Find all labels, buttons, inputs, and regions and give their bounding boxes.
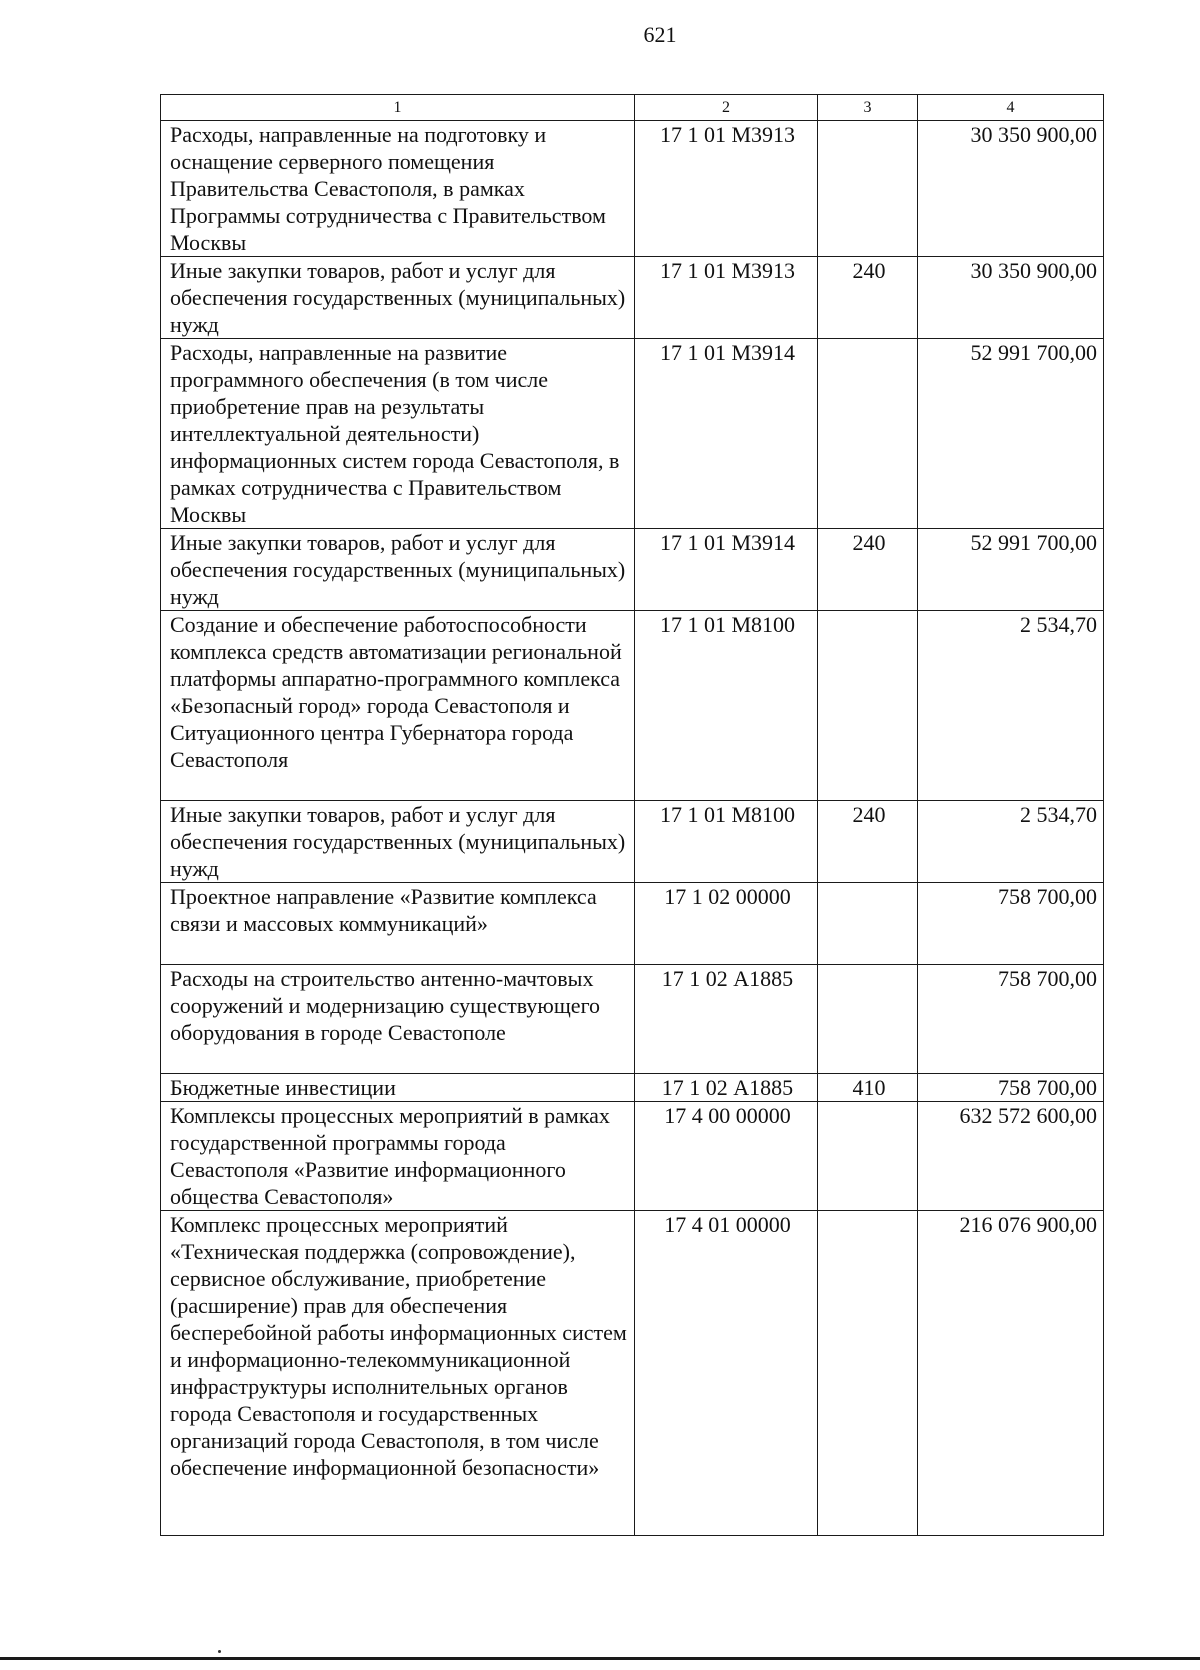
row-name: Создание и обеспечение работоспособности комплекса средств автоматизации региональной платформы аппаратно-программного комплекса «Безопасный город» города Севастополя и Ситуационного центра Губернатора города Севастополя bbox=[161, 611, 635, 801]
row-name: Иные закупки товаров, работ и услуг для обеспечения государственных (муниципальных) нужд bbox=[161, 257, 635, 339]
row-expense-type: 240 bbox=[818, 801, 918, 883]
row-code: 17 1 02 00000 bbox=[635, 883, 818, 965]
header-col-4: 4 bbox=[918, 95, 1104, 121]
row-name: Комплекс процессных мероприятий «Техническая поддержка (сопровождение), сервисное обслуживание, приобретение (расширение) прав для обеспечения бесперебойной работы информационных систем и информационно-телекоммуникационной инфраструктуры исполнительных органов города Севастополя и государственных организаций города Севастополя, в том числе обеспечение информационной безопасности» bbox=[161, 1211, 635, 1536]
scan-bottom-edge-line bbox=[0, 1657, 1200, 1660]
row-expense-type bbox=[818, 611, 918, 801]
row-name: Расходы, направленные на подготовку и оснащение серверного помещения Правительства Севастополя, в рамках Программы сотрудничества с Правительством Москвы bbox=[161, 121, 635, 257]
row-name: Расходы, направленные на развитие программного обеспечения (в том числе приобретение прав на результаты интеллектуальной деятельности) информационных систем города Севастополя, в рамках сотрудничества с Правительством Москвы bbox=[161, 339, 635, 529]
row-code: 17 1 02 А1885 bbox=[635, 1074, 818, 1102]
row-name: Проектное направление «Развитие комплекса связи и массовых коммуникаций» bbox=[161, 883, 635, 965]
header-col-3: 3 bbox=[818, 95, 918, 121]
row-expense-type bbox=[818, 121, 918, 257]
row-expense-type bbox=[818, 965, 918, 1074]
row-code: 17 1 01 М3913 bbox=[635, 121, 818, 257]
row-sum: 30 350 900,00 bbox=[918, 121, 1104, 257]
row-sum: 52 991 700,00 bbox=[918, 529, 1104, 611]
row-name: Иные закупки товаров, работ и услуг для обеспечения государственных (муниципальных) нужд bbox=[161, 801, 635, 883]
row-sum: 758 700,00 bbox=[918, 965, 1104, 1074]
row-sum: 216 076 900,00 bbox=[918, 1211, 1104, 1536]
table-header-row bbox=[161, 95, 1104, 121]
row-code: 17 1 01 М3914 bbox=[635, 339, 818, 529]
row-code: 17 1 01 М3913 bbox=[635, 257, 818, 339]
table-row bbox=[161, 965, 1104, 1074]
header-col-1: 1 bbox=[161, 95, 635, 121]
row-sum: 2 534,70 bbox=[918, 801, 1104, 883]
row-expense-type bbox=[818, 1211, 918, 1536]
table-row bbox=[161, 1102, 1104, 1211]
row-expense-type bbox=[818, 1102, 918, 1211]
row-sum: 758 700,00 bbox=[918, 883, 1104, 965]
row-code: 17 4 01 00000 bbox=[635, 1211, 818, 1536]
table-row bbox=[161, 883, 1104, 965]
row-name: Расходы на строительство антенно-мачтовых сооружений и модернизацию существующего оборудования в городе Севастополе bbox=[161, 965, 635, 1074]
row-name: Бюджетные инвестиции bbox=[161, 1074, 635, 1102]
table-row bbox=[161, 257, 1104, 339]
table-row bbox=[161, 611, 1104, 801]
row-name: Иные закупки товаров, работ и услуг для обеспечения государственных (муниципальных) нужд bbox=[161, 529, 635, 611]
row-code: 17 1 02 А1885 bbox=[635, 965, 818, 1074]
table-row bbox=[161, 529, 1104, 611]
table-row bbox=[161, 121, 1104, 257]
row-sum: 632 572 600,00 bbox=[918, 1102, 1104, 1211]
row-expense-type: 240 bbox=[818, 529, 918, 611]
row-code: 17 4 00 00000 bbox=[635, 1102, 818, 1211]
row-name: Комплексы процессных мероприятий в рамках государственной программы города Севастополя «Развитие информационного общества Севастополя» bbox=[161, 1102, 635, 1211]
row-code: 17 1 01 М8100 bbox=[635, 801, 818, 883]
table-row bbox=[161, 1211, 1104, 1536]
row-sum: 52 991 700,00 bbox=[918, 339, 1104, 529]
scan-artifact-dot bbox=[218, 1650, 221, 1653]
row-expense-type bbox=[818, 339, 918, 529]
row-expense-type: 410 bbox=[818, 1074, 918, 1102]
budget-table bbox=[160, 94, 1104, 1536]
table-row bbox=[161, 1074, 1104, 1102]
row-expense-type: 240 bbox=[818, 257, 918, 339]
row-sum: 2 534,70 bbox=[918, 611, 1104, 801]
row-expense-type bbox=[818, 883, 918, 965]
table-row bbox=[161, 339, 1104, 529]
row-code: 17 1 01 М3914 bbox=[635, 529, 818, 611]
page-number: 621 bbox=[643, 22, 677, 47]
row-code: 17 1 01 М8100 bbox=[635, 611, 818, 801]
row-sum: 30 350 900,00 bbox=[918, 257, 1104, 339]
header-col-2: 2 bbox=[635, 95, 818, 121]
table-row bbox=[161, 801, 1104, 883]
row-sum: 758 700,00 bbox=[918, 1074, 1104, 1102]
